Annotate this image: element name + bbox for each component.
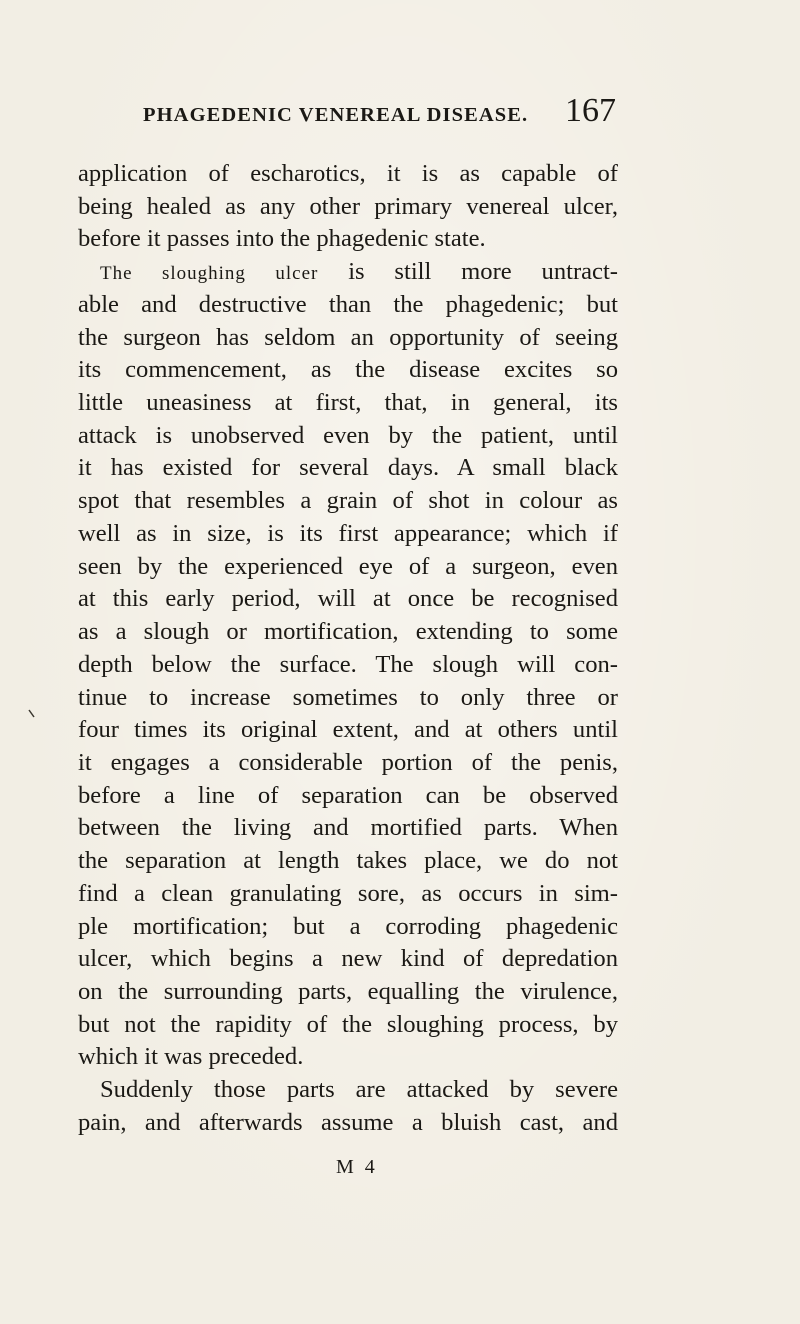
text-line: between the living and mortified parts. When	[78, 814, 618, 842]
text-line: before it passes into the phagedenic state.	[78, 225, 486, 253]
text-line: spot that resembles a grain of shot in colour as	[78, 487, 618, 515]
text-line: its commencement, as the disease excites so	[78, 356, 618, 384]
text-line: find a clean granulating sore, as occurs in sim-	[78, 879, 618, 907]
text-line: being healed as any other primary venereal ulcer,	[78, 192, 618, 220]
text-line: ple mortification; but a corroding phagedenic	[78, 912, 618, 940]
text-line: it engages a considerable portion of the penis,	[78, 748, 618, 776]
text-line	[78, 256, 618, 289]
text-line: ulcer, which begins a new kind of depredation	[78, 945, 618, 973]
text-line: the surgeon has seldom an opportunity of seeing	[78, 323, 618, 351]
section-heading: The sloughing ulcer	[100, 263, 319, 285]
text-line: able and destructive than the phagedenic; but	[78, 290, 618, 318]
text-line: seen by the experienced eye of a surgeon, even	[78, 552, 618, 580]
text-line: at this early period, will at once be recognised	[78, 585, 618, 613]
text-line: tinue to increase sometimes to only three or	[78, 683, 618, 711]
running-title: PHAGEDENIC VENEREAL DISEASE.	[143, 104, 529, 126]
text-line: well as in size, is its first appearance; which if	[78, 519, 618, 547]
text-line: but not the rapidity of the sloughing process, by	[78, 1010, 618, 1038]
running-head	[143, 90, 643, 130]
text-line: pain, and afterwards assume a bluish cast, and	[78, 1108, 618, 1136]
text-line: as a slough or mortification, extending to some	[78, 618, 618, 646]
text-line: the separation at length takes place, we do not	[78, 847, 618, 875]
text-line: little uneasiness at first, that, in general, its	[78, 389, 618, 417]
text-line: it has existed for several days. A small black	[78, 454, 618, 482]
page-number: 167	[565, 92, 616, 129]
text-line-remainder: is still more untract-	[348, 258, 618, 286]
text-line: Suddenly those parts are attacked by severe	[100, 1076, 618, 1104]
text-line: four times its original extent, and at others until	[78, 716, 618, 744]
text-line: which it was preceded.	[78, 1043, 304, 1071]
stray-ink-mark	[28, 706, 36, 716]
signature-mark: M 4	[336, 1156, 378, 1178]
text-line: attack is unobserved even by the patient, until	[78, 421, 618, 449]
text-line: application of escharotics, it is as capable of	[78, 160, 618, 187]
text-line: before a line of separation can be observed	[78, 781, 618, 809]
body-text	[78, 158, 618, 1140]
text-line: depth below the surface. The slough will con-	[78, 650, 618, 678]
text-line: on the surrounding parts, equalling the virulence,	[78, 977, 618, 1005]
